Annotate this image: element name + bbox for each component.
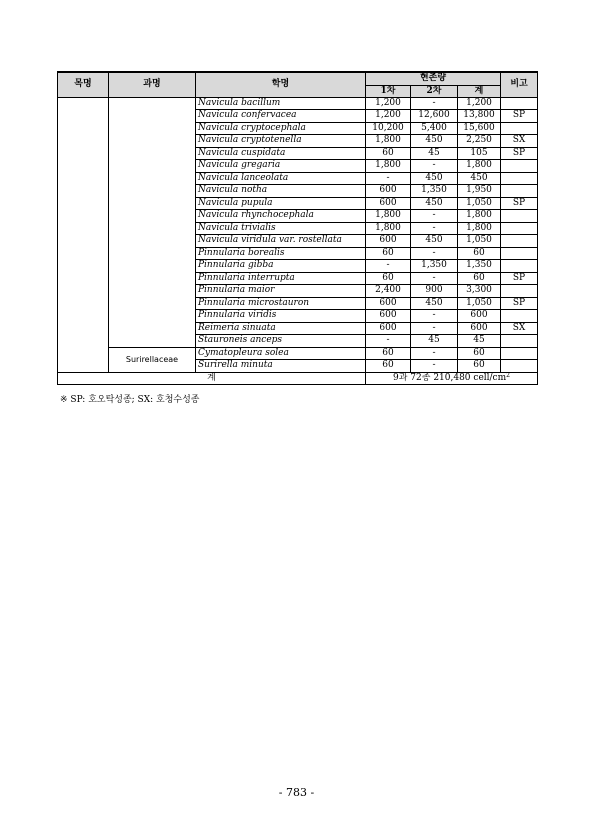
species-name: Cymatopleura solea [196, 347, 366, 360]
species-name: Navicula bacillum [196, 97, 366, 110]
total-summary-text: 9과 72종 210,480 cell/cm [393, 372, 507, 383]
header-standing-crop: 현존량 [366, 72, 501, 85]
total-count: 1,800 [458, 222, 501, 235]
second-count: - [411, 247, 458, 260]
species-name: Surirella minuta [196, 360, 366, 373]
second-count: - [411, 310, 458, 323]
second-count: 1,350 [411, 260, 458, 273]
total-count: 600 [458, 322, 501, 335]
first-count: 10,200 [366, 122, 411, 135]
first-count: 600 [366, 185, 411, 198]
total-count: 2,250 [458, 135, 501, 148]
total-count: 3,300 [458, 285, 501, 298]
first-count: - [366, 172, 411, 185]
remark-cell [501, 172, 538, 185]
first-count: 600 [366, 297, 411, 310]
total-count: 60 [458, 360, 501, 373]
first-count: 1,800 [366, 222, 411, 235]
first-count: - [366, 335, 411, 348]
first-count: 1,800 [366, 135, 411, 148]
second-count: - [411, 347, 458, 360]
species-name: Navicula lanceolata [196, 172, 366, 185]
first-count: - [366, 260, 411, 273]
second-count: - [411, 360, 458, 373]
header-remark: 비고 [501, 72, 538, 97]
species-name: Navicula cryptocephala [196, 122, 366, 135]
remark-cell [501, 160, 538, 173]
species-name: Pinnularia interrupta [196, 272, 366, 285]
first-count: 600 [366, 235, 411, 248]
remark-cell [501, 360, 538, 373]
species-name: Navicula notha [196, 185, 366, 198]
remark-cell [501, 247, 538, 260]
remark-cell [501, 122, 538, 135]
remark-cell [501, 285, 538, 298]
total-count: 1,350 [458, 260, 501, 273]
first-count: 600 [366, 322, 411, 335]
total-label: 계 [58, 372, 366, 385]
second-count: 45 [411, 147, 458, 160]
first-count: 60 [366, 147, 411, 160]
species-name: Pinnularia viridis [196, 310, 366, 323]
header-order: 목명 [58, 72, 109, 97]
total-count: 1,200 [458, 97, 501, 110]
remark-cell: SX [501, 322, 538, 335]
species-name: Navicula cuspidata [196, 147, 366, 160]
second-count: 45 [411, 335, 458, 348]
second-count: 450 [411, 197, 458, 210]
total-count: 15,600 [458, 122, 501, 135]
species-name: Pinnularia maior [196, 285, 366, 298]
table-row [58, 347, 538, 360]
page-number: - 783 - [278, 786, 315, 799]
total-count: 1,050 [458, 235, 501, 248]
header-total: 계 [458, 85, 501, 97]
species-name: Pinnularia gibba [196, 260, 366, 273]
first-count: 600 [366, 197, 411, 210]
second-count: - [411, 160, 458, 173]
total-count: 45 [458, 335, 501, 348]
species-name: Navicula confervacea [196, 110, 366, 123]
total-count: 60 [458, 247, 501, 260]
species-name: Navicula cryptotenella [196, 135, 366, 148]
remark-cell [501, 347, 538, 360]
header-second: 2차 [411, 85, 458, 97]
remark-cell: SX [501, 135, 538, 148]
second-count: 450 [411, 235, 458, 248]
second-count: - [411, 322, 458, 335]
remark-cell [501, 260, 538, 273]
second-count: 450 [411, 297, 458, 310]
total-count: 60 [458, 347, 501, 360]
second-count: 450 [411, 135, 458, 148]
first-count: 60 [366, 247, 411, 260]
header-family: 과명 [109, 72, 196, 97]
species-name: Navicula pupula [196, 197, 366, 210]
header-first: 1차 [366, 85, 411, 97]
order-cell [58, 97, 109, 372]
remark-cell [501, 235, 538, 248]
family-cell [109, 97, 196, 347]
remark-cell: SP [501, 147, 538, 160]
total-count: 60 [458, 272, 501, 285]
table-body [58, 97, 538, 385]
species-name: Navicula trivialis [196, 222, 366, 235]
total-row [58, 372, 538, 385]
species-name: Pinnularia borealis [196, 247, 366, 260]
first-count: 1,200 [366, 97, 411, 110]
remark-cell [501, 335, 538, 348]
second-count: - [411, 210, 458, 223]
species-name: Reimeria sinuata [196, 322, 366, 335]
remark-cell [501, 222, 538, 235]
total-count: 13,800 [458, 110, 501, 123]
first-count: 60 [366, 347, 411, 360]
first-count: 1,200 [366, 110, 411, 123]
remark-cell [501, 97, 538, 110]
total-count: 1,950 [458, 185, 501, 198]
second-count: 1,350 [411, 185, 458, 198]
second-count: - [411, 97, 458, 110]
total-count: 1,800 [458, 160, 501, 173]
footnote: ※ SP: 호오탁성종; SX: 호청수성종 [60, 395, 200, 405]
remark-cell: SP [501, 297, 538, 310]
remark-cell [501, 310, 538, 323]
species-name: Navicula viridula var. rostellata [196, 235, 366, 248]
table-row [58, 97, 538, 110]
first-count: 2,400 [366, 285, 411, 298]
remark-cell [501, 210, 538, 223]
unit-superscript: 2 [506, 372, 510, 379]
total-count: 1,050 [458, 297, 501, 310]
header-species: 학명 [196, 72, 366, 97]
phytoplankton-table [57, 71, 538, 385]
species-name: Stauroneis anceps [196, 335, 366, 348]
species-name: Pinnularia microstauron [196, 297, 366, 310]
species-name: Navicula gregaria [196, 160, 366, 173]
remark-cell: SP [501, 110, 538, 123]
remark-cell: SP [501, 272, 538, 285]
total-count: 600 [458, 310, 501, 323]
second-count: - [411, 272, 458, 285]
species-name: Navicula rhynchocephala [196, 210, 366, 223]
first-count: 600 [366, 310, 411, 323]
total-count: 1,050 [458, 197, 501, 210]
first-count: 1,800 [366, 160, 411, 173]
total-summary [366, 372, 538, 385]
total-count: 450 [458, 172, 501, 185]
remark-cell: SP [501, 197, 538, 210]
remark-cell [501, 185, 538, 198]
total-count: 1,800 [458, 210, 501, 223]
first-count: 60 [366, 272, 411, 285]
second-count: 12,600 [411, 110, 458, 123]
family-cell: Surirellaceae [109, 347, 196, 372]
second-count: 450 [411, 172, 458, 185]
second-count: 5,400 [411, 122, 458, 135]
total-count: 105 [458, 147, 501, 160]
first-count: 60 [366, 360, 411, 373]
first-count: 1,800 [366, 210, 411, 223]
second-count: 900 [411, 285, 458, 298]
second-count: - [411, 222, 458, 235]
